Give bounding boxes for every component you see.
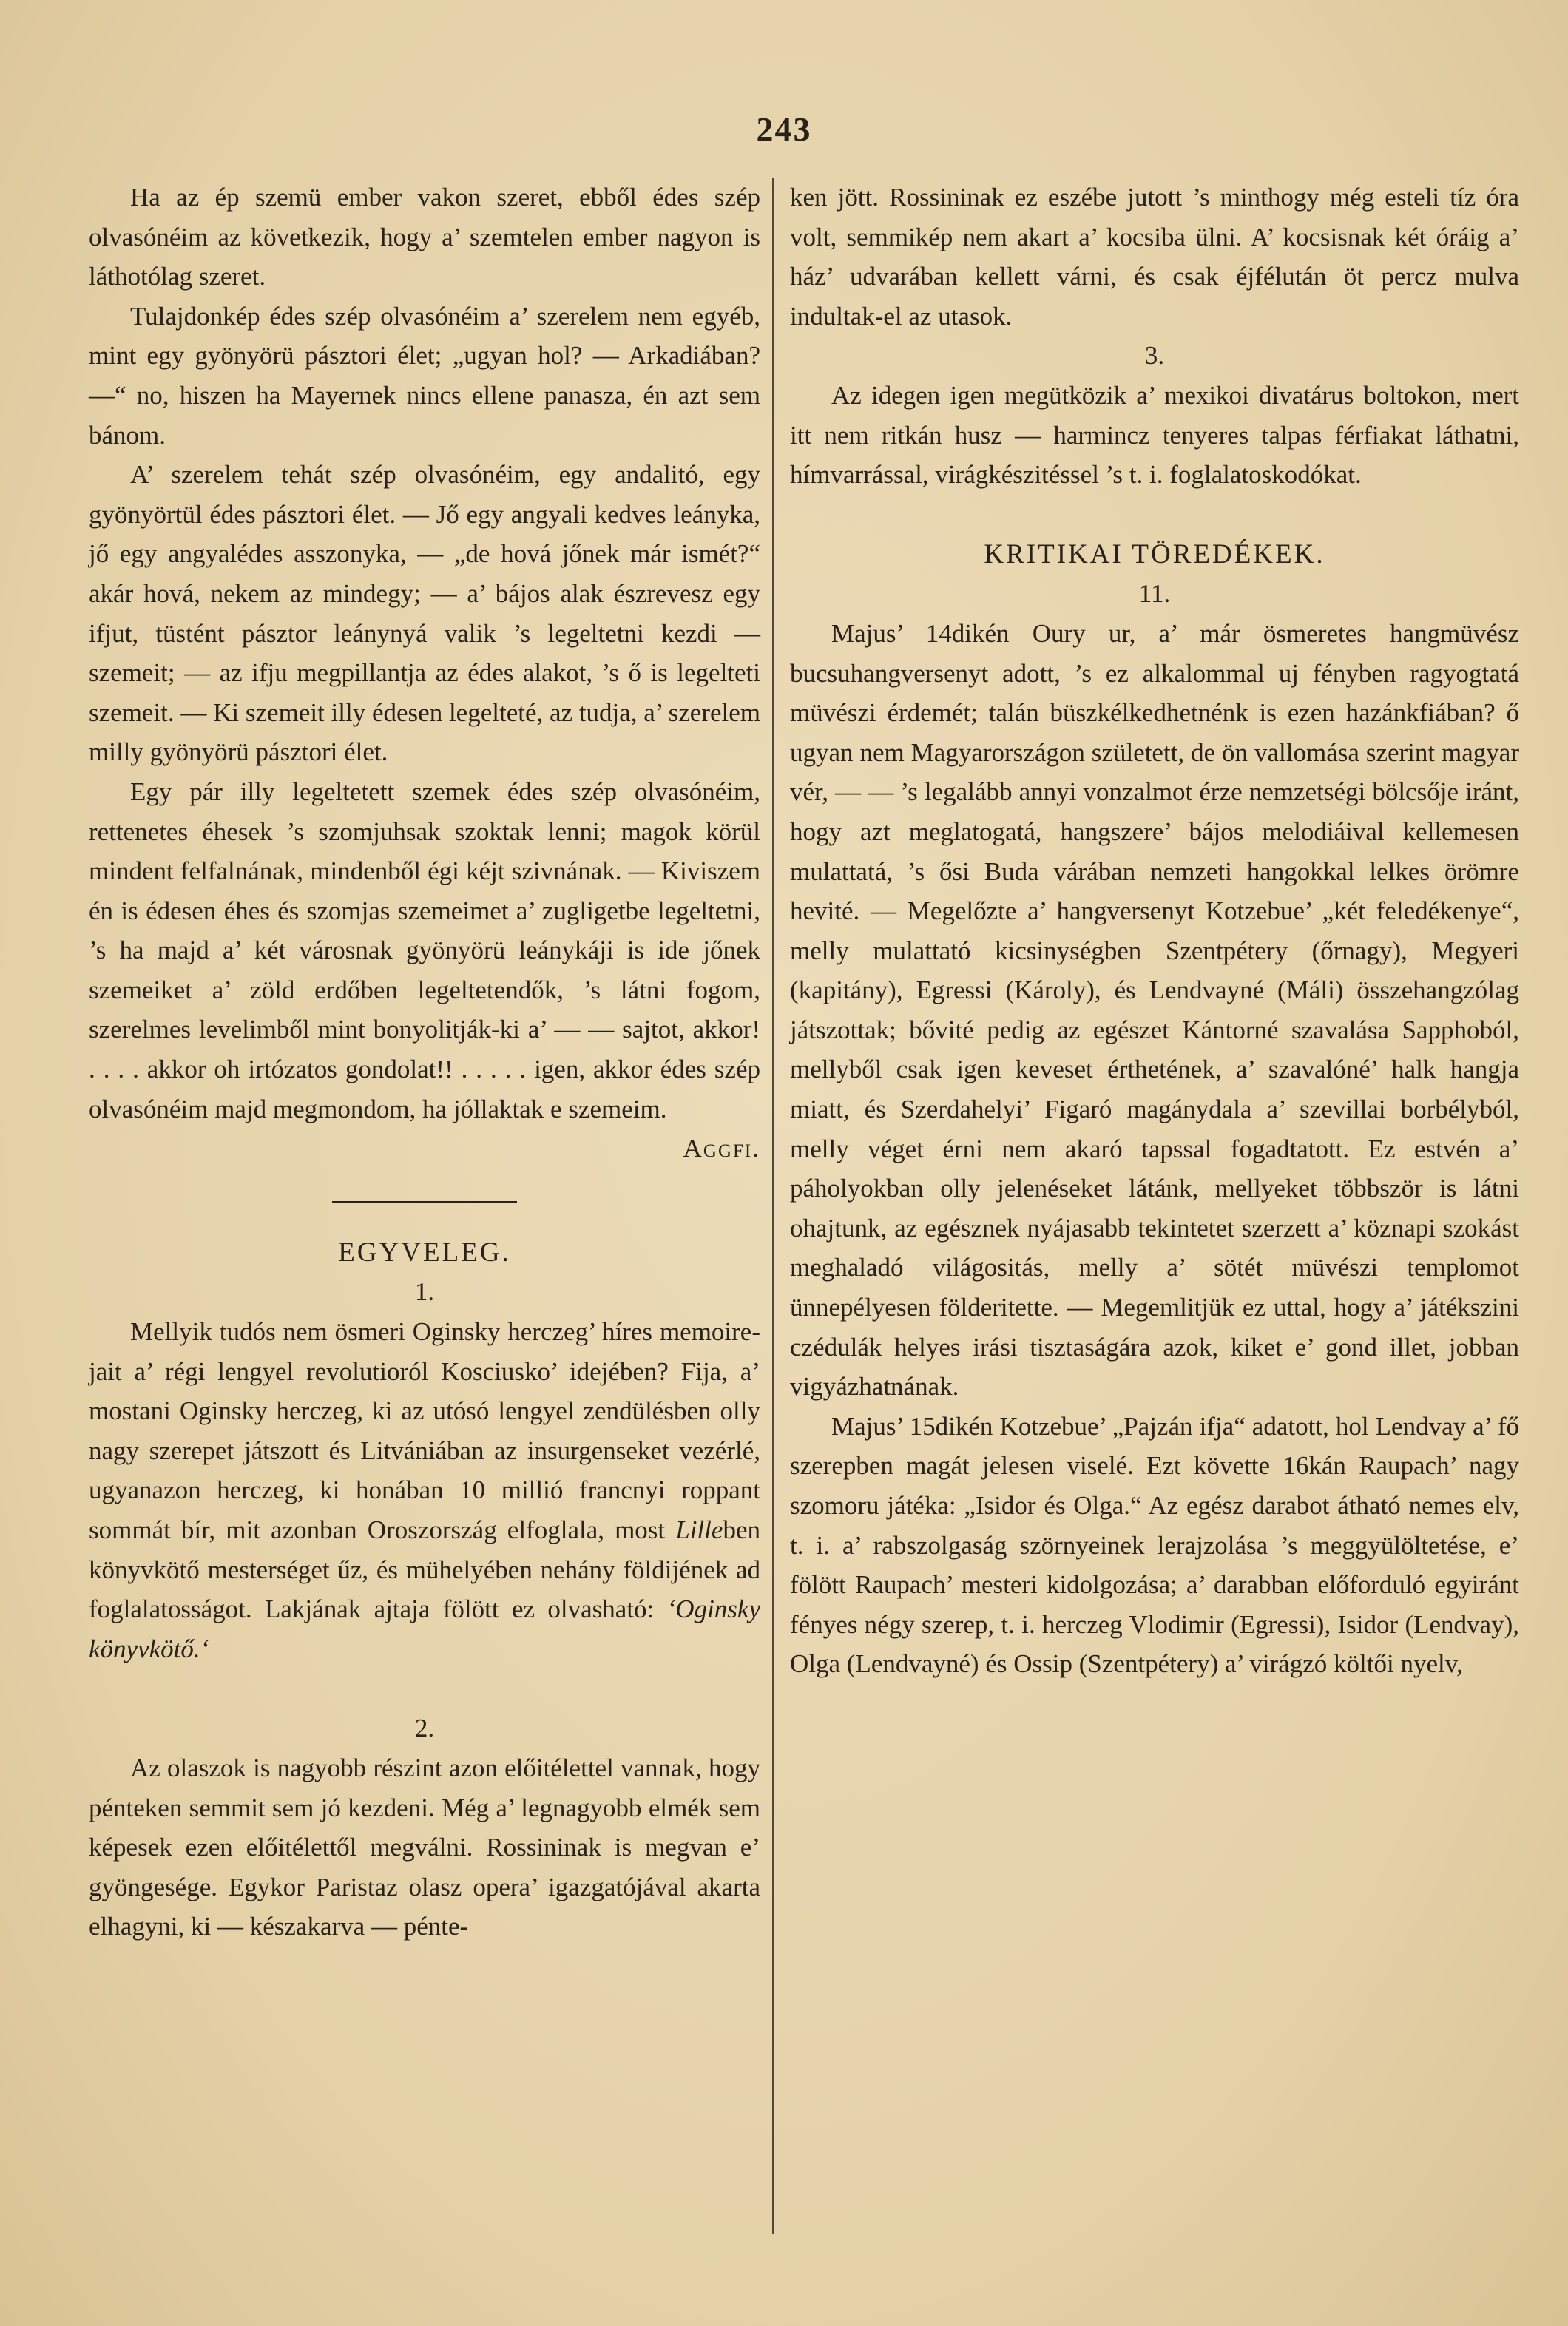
paragraph: Ha az ép szemü ember vakon szeret, ebből édes szép olvasónéim az következik, hogy a’ szemtelen ember nagyon is láthotólag szeret. <box>89 183 760 291</box>
paragraph: Majus’ 14dikén Oury ur, a’ már ösmeretes hangmüvész bucsuhangversenyt adott, ’s ez alkalommal uj fényben ragyogtatá müvészi érdemét; talán büszkélkedhetnénk is ezen hazánkfiában? ő ugyan nem Magyarországon született, de ön vallomása szerint magyar vér, — — ’s legalább annyi vonzalmot érze nemzetségi bölcsője iránt, hogy azt meglatogatá, hangszere’ bájos melodiáival kellemesen mulattatá, ’s ősi Buda várában nemzeti hangokkal lelkes örömre hevité. — Megelőzte a’ hangversenyt Kotzebue’ „két feledékenye“, melly mulattató kicsinységben Szentpétery (őrnagy), Megyeri (kapitány), Egressi (Károly), és Lendvayné (Máli) összehangzólag játszottak; bővité pedig az egészet Kántorné szavalása Sapphoból, mellyből csak igen keveset érthetének, a’ szavalóné’ halk hangja miatt, és Szerdahelyi’ Figaró magánydala a’ szevillai borbélyból, melly véget érni nem akaró tapssal fogadtatott. Ez estvén a’ páholyokban olly jelenéseket látánk, mellyeket többször is látni ohajtunk, az egésznek nyájasabb tekintetet szerzett a’ köznapi szokást meghaladó világositás, melly a’ sötét müvészi templomot ünnepélyesen földeritette. — Megemlitjük ez uttal, hogy a’ játékszini czédulák helyes irási tisztaságára azok, kiket e’ gond illet, jobban vigyázhatnának. <box>790 618 1519 1402</box>
paragraph: Tulajdonkép édes szép olvasónéim a’ szerelem nem egyéb, mint egy gyönyörü pásztori élet; „ugyan hol? — Arkadiában? —“ no, hiszen ha Mayernek nincs ellene panasza, én azt sem bánom. <box>89 301 760 450</box>
item-number: 3. <box>1144 341 1165 371</box>
paragraph-text: Egy pár illy legeltetett szemek édes szép olvasónéim, rettenetes éhesek ’s szomjuhsak szoktak lenni; magok körül mindent felfalnának, mindenből égi kéjt szivnának. — Kiviszem én is édesen éhes és szomjas szemeimet a’ zugligetbe legeltetni, ’s ha majd a’ két városnak gyönyörü leánykáji is ide jőnek szemeiket a’ zöld erdőben legeltetendők, ’s látni fogom, szerelmes levelimből mint bonyolitják-ki a’ — — sajtot, akkor! . . . . akkor oh irtózatos gondolat!! . . . . . igen, akkor édes szép olvasónéim majd megmondom, ha jóllaktak e szemeim. <box>89 777 760 1123</box>
item-number: 2. <box>414 1714 435 1743</box>
paragraph: Majus’ 15dikén Kotzebue’ „Pajzán ifja“ adatott, hol Lendvay a’ fő szerepben magát jelesen viselé. Ezt követte 16kán Raupach’ nagy szomoru játéka: „Isidor és Olga.“ Az egész darabot átható nemes elv, t. i. a’ rabszolgaság szörnyeinek lerajzolása ’s meggyülöltetése, e’ fölött Raupach’ mesteri kidolgozása; a’ darabban előforduló egyiránt fényes négy szerep, t. i. herczeg Vlodimir (Egressi), Isidor (Lendvay), Olga (Lendvayné) és Ossip (Szentpétery) a’ virágzó költői nyelv, <box>790 1411 1519 1679</box>
author-signature: Aggfi. <box>683 1134 760 1163</box>
section-divider <box>332 1201 517 1203</box>
paragraph-text: Mellyik tudós nem ösmeri Oginsky herczeg’ híres memoire-jait a’ régi lengyel revolutioról Kosciusko’ idejében? Fija, a’ mostani Oginsky herczeg, ki az utósó lengyel zendülésben olly nagy szerepet játszott és Litvániában az insurgenseket vezérlé, ugyanazon herczeg, ki honában 10 millió francnyi roppant sommát bír, mit azonban Oroszország elfoglala, most <box>89 1317 760 1544</box>
quote: ‘Oginsky könyvkötő.‘ <box>89 1595 760 1663</box>
page-number: 243 <box>756 110 812 148</box>
column-divider <box>772 178 774 2234</box>
paragraph-text: ben könyvkötő mesterséget űz, és mühelyében nehány földijének ad foglalatosságot. Lakjának ajtaja fölött ez olvasható: <box>89 1515 760 1624</box>
section-heading: KRITIKAI TÖREDÉKEK. <box>984 538 1325 569</box>
left-column <box>89 178 760 1947</box>
item-number: 11. <box>1138 579 1171 609</box>
paragraph: Az olaszok is nagyobb részint azon előitélettel vannak, hogy pénteken semmit sem jó kezdeni. Még a’ legnagyobb elmék sem képesek ezen előitélettől megválni. Rossininak is megvan e’ gyöngesége. Egykor Paristaz olasz opera’ igazgatójával akarta elhagyni, ki — készakarva — pénte- <box>89 1753 760 1941</box>
paragraph <box>89 1312 760 1669</box>
paragraph: ken jött. Rossininak ez eszébe jutott ’s minthogy még esteli tíz óra volt, semmikép nem akart a’ kocsiba ülni. A’ kocsisnak két óráig a’ ház’ udvarában kellett várni, és csak éjfélután öt percz mulva indultak-el az utasok. <box>790 183 1519 331</box>
paragraph: Az idegen igen megütközik a’ mexikoi divatárus boltokon, mert itt nem ritkán husz — harmincz tenyeres talpas férfiakat láthatni, hímvarrással, virágkészitéssel ’s t. i. foglalatoskodókat. <box>790 380 1519 490</box>
emphasis: Lille <box>675 1515 723 1544</box>
paragraph: A’ szerelem tehát szép olvasónéim, egy andalitó, egy gyönyörtül édes pásztori élet. — Jő egy angyali kedves leányka, jő egy angyalédes asszonyka, — „de hová jőnek már ismét?“ akár hová, nekem az mindegy; — a’ bájos alak észrevesz egy ifjut, tüstént pásztor leánynyá valik ’s legeltetni kezdi — szemeit; — az ifju megpillantja az édes alakot, ’s ő is legelteti szemeit. — Ki szemeit illy édesen legelteté, az tudja, a’ szerelem milly gyönyörü pásztori élet. <box>89 460 760 767</box>
right-column <box>790 178 1519 1684</box>
item-number: 1. <box>414 1277 435 1307</box>
section-heading: EGYVELEG. <box>338 1237 511 1268</box>
paragraph <box>89 772 760 1169</box>
